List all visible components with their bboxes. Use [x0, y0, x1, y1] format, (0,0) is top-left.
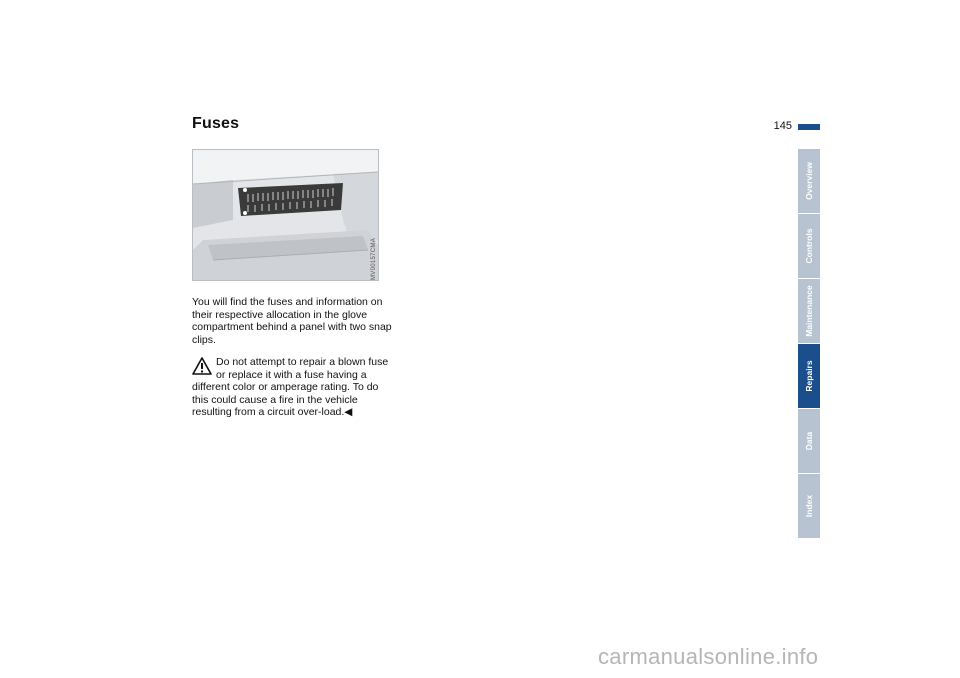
body-paragraph: You will find the fuses and information on their respective allocation in the glove compartment behind a panel with two snap clips. [192, 296, 392, 346]
warning-triangle-icon [192, 357, 212, 375]
tab-label: Maintenance [804, 285, 814, 337]
tab-label: Overview [804, 162, 814, 200]
tab-data[interactable] [798, 409, 820, 473]
warning-block [192, 356, 392, 419]
page-number: 145 [773, 120, 792, 132]
tab-repairs[interactable] [798, 344, 820, 408]
tab-label: Repairs [804, 360, 814, 392]
page-marker [798, 124, 820, 130]
figure-code: MV00157CMA [371, 237, 377, 280]
page-title: Fuses [192, 115, 240, 132]
section-tabs [798, 149, 820, 539]
tab-label: Controls [804, 228, 814, 264]
warning-text: Do not attempt to repair a blown fuse or replace it with a fuse having a different color or amperage rating. To do this could cause a fire in the vehicle resulting from a circuit over-load.◀ [192, 356, 389, 418]
tab-maintenance[interactable] [798, 279, 820, 343]
tab-label: Data [804, 431, 814, 451]
tab-controls[interactable] [798, 214, 820, 278]
tab-index[interactable] [798, 474, 820, 538]
tab-overview[interactable] [798, 149, 820, 213]
tab-label: Index [804, 494, 814, 518]
watermark: carmanualsonline.info [598, 644, 819, 669]
glove-compartment-photo [192, 149, 379, 281]
